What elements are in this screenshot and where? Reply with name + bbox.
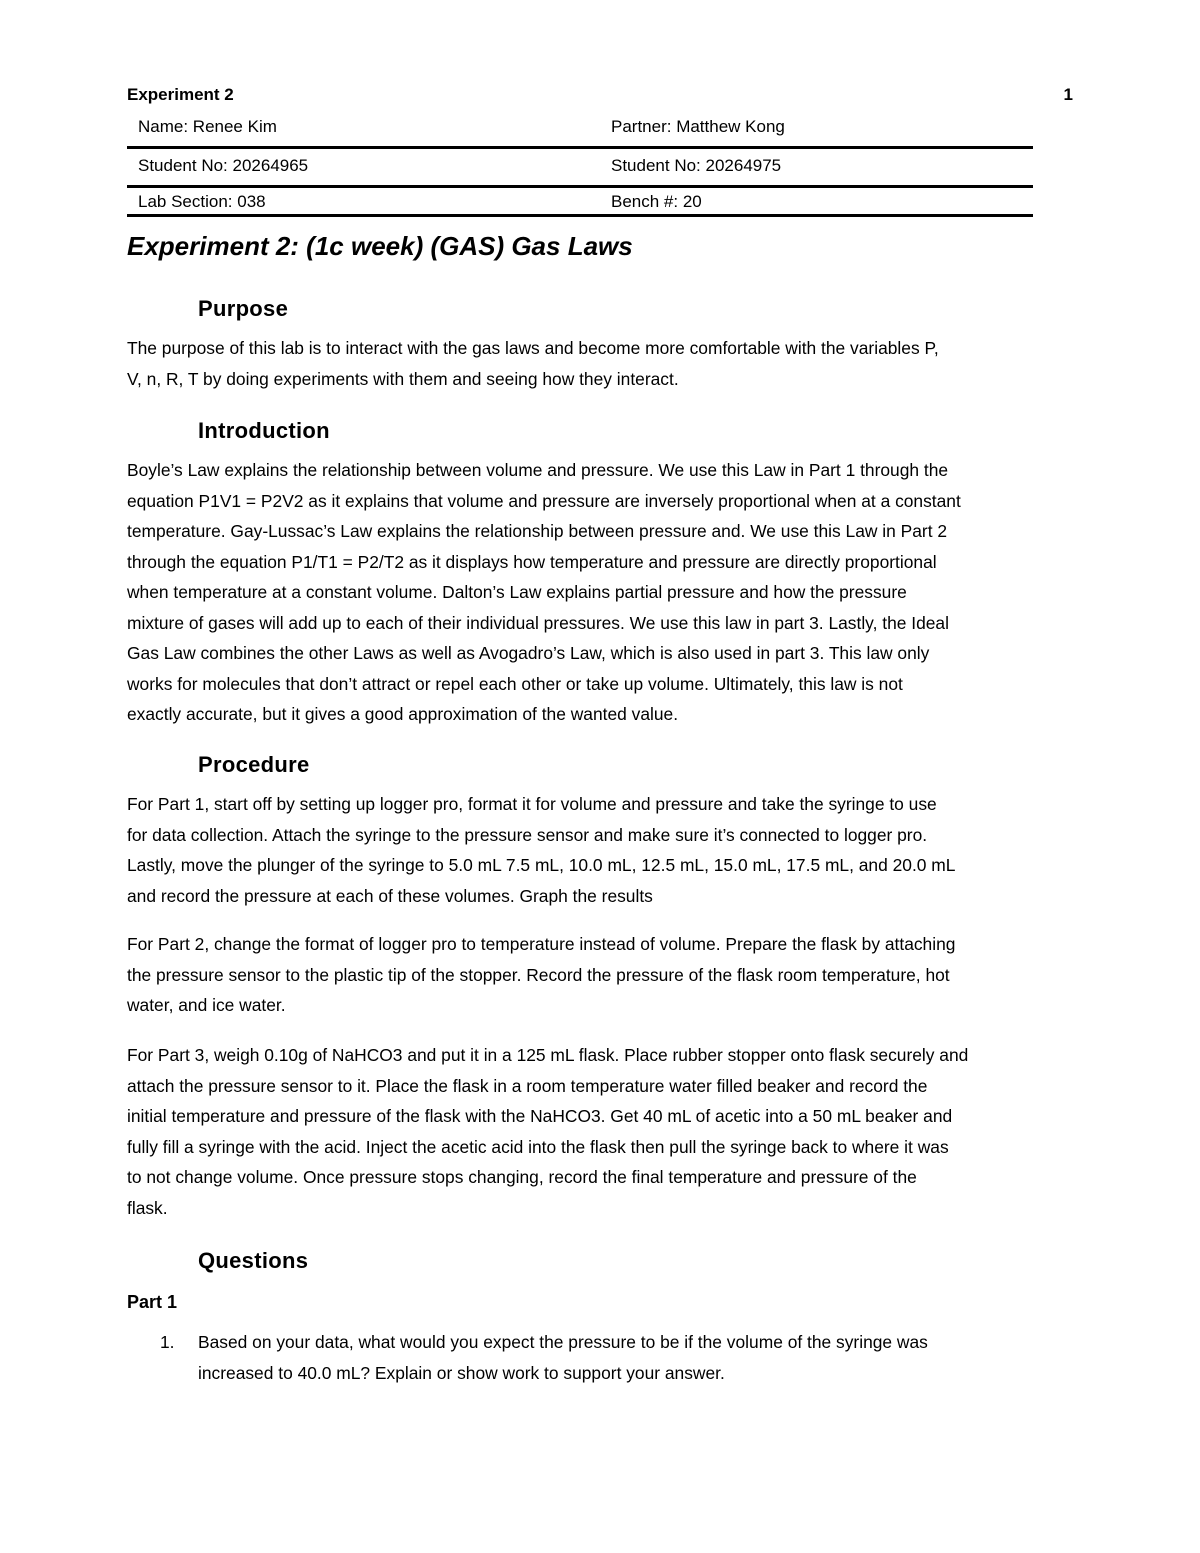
questions-heading: Questions: [198, 1248, 309, 1273]
procedure-line: attach the pressure sensor to it. Place the flask in a room temperature water filled beaker and record the: [127, 1075, 928, 1096]
procedure-line: the pressure sensor to the plastic tip of the stopper. Record the pressure of the flask room temperature, hot: [127, 964, 950, 985]
introduction-line: equation P1V1 = P2V2 as it explains that volume and pressure are inversely proportional when at a constant: [127, 490, 961, 511]
introduction-line: through the equation P1/T1 = P2/T2 as it displays how temperature and pressure are directly proportional: [127, 551, 937, 572]
procedure-line: initial temperature and pressure of the flask with the NaHCO3. Get 40 mL of acetic into a 50 mL beaker and: [127, 1106, 953, 1126]
introduction-paragraph: [127, 455, 1077, 730]
introduction-line: works for molecules that don’t attract or repel each other or take up volume. Ultimately, this law is not: [127, 673, 903, 694]
introduction-line: exactly accurate, but it gives a good approximation of the wanted value.: [127, 704, 679, 724]
question-number: 1.: [160, 1332, 175, 1352]
procedure-part1-paragraph: [127, 789, 1077, 911]
purpose-line: The purpose of this lab is to interact with the gas laws and become more comfortable with the variables P,: [127, 338, 939, 358]
lab-section: Lab Section: 038: [138, 192, 266, 211]
info-row-student-numbers: [127, 149, 1033, 188]
procedure-heading: Procedure: [198, 752, 310, 777]
introduction-line: temperature. Gay-Lussac’s Law explains the relationship between pressure and. We use this Law in Part 2: [127, 521, 948, 541]
part-1-label: Part 1: [127, 1292, 178, 1312]
student-name: Name: Renee Kim: [138, 117, 277, 136]
procedure-line: For Part 1, start off by setting up logger pro, format it for volume and pressure and take the syringe to use: [127, 794, 937, 814]
procedure-line: fully fill a syringe with the acid. Inject the acetic acid into the flask then pull the syringe back to where it was: [127, 1136, 949, 1157]
question-line: increased to 40.0 mL? Explain or show work to support your answer.: [198, 1363, 725, 1383]
info-row-section: [127, 188, 1033, 217]
introduction-line: when temperature at a constant volume. Dalton’s Law explains partial pressure and how the pressure: [127, 582, 907, 602]
student-number-2: Student No: 20264975: [611, 156, 782, 175]
running-title: Experiment 2: [127, 85, 234, 104]
info-row-names: [127, 110, 1033, 149]
purpose-heading: Purpose: [198, 296, 289, 321]
introduction-line: Boyle’s Law explains the relationship between volume and pressure. We use this Law in Part 1 through the: [127, 460, 949, 480]
procedure-part3-paragraph: [127, 1040, 1077, 1223]
procedure-line: and record the pressure at each of these volumes. Graph the results: [127, 885, 653, 906]
running-header: [127, 85, 1073, 109]
procedure-line: For Part 2, change the format of logger pro to temperature instead of volume. Prepare the flask by attaching: [127, 934, 956, 954]
purpose-line: V, n, R, T by doing experiments with them and seeing how they interact.: [127, 368, 679, 389]
procedure-line: flask.: [127, 1197, 168, 1218]
procedure-line: for data collection. Attach the syringe to the pressure sensor and make sure it’s connected to logger pro.: [127, 824, 928, 845]
procedure-line: Lastly, move the plunger of the syringe to 5.0 mL 7.5 mL, 10.0 mL, 12.5 mL, 15.0 mL, 17.5 mL, and 20.0 mL: [127, 855, 956, 875]
partner-name: Partner: Matthew Kong: [611, 117, 785, 136]
procedure-line: For Part 3, weigh 0.10g of NaHCO3 and put it in a 125 mL flask. Place rubber stopper onto flask securely and: [127, 1045, 969, 1065]
procedure-line: water, and ice water.: [127, 995, 286, 1015]
introduction-heading: Introduction: [198, 418, 330, 443]
question-text: [198, 1327, 928, 1389]
student-info-table: [127, 110, 1033, 217]
document-title: Experiment 2: (1c week) (GAS) Gas Laws: [127, 231, 633, 261]
bench-number: Bench #: 20: [611, 192, 702, 211]
introduction-line: Gas Law combines the other Laws as well as Avogadro’s Law, which is also used in part 3. This law only: [127, 643, 930, 663]
question-line: Based on your data, what would you expect the pressure to be if the volume of the syringe was: [198, 1332, 928, 1352]
procedure-line: to not change volume. Once pressure stops changing, record the final temperature and pressure of the: [127, 1167, 917, 1187]
introduction-line: mixture of gases will add up to each of their individual pressures. We use this law in part 3. Lastly, the Ideal: [127, 612, 949, 633]
procedure-part2-paragraph: [127, 929, 1077, 1021]
purpose-paragraph: [127, 333, 1077, 394]
page-number: 1: [1063, 85, 1073, 104]
student-number-1: Student No: 20264965: [138, 156, 309, 175]
